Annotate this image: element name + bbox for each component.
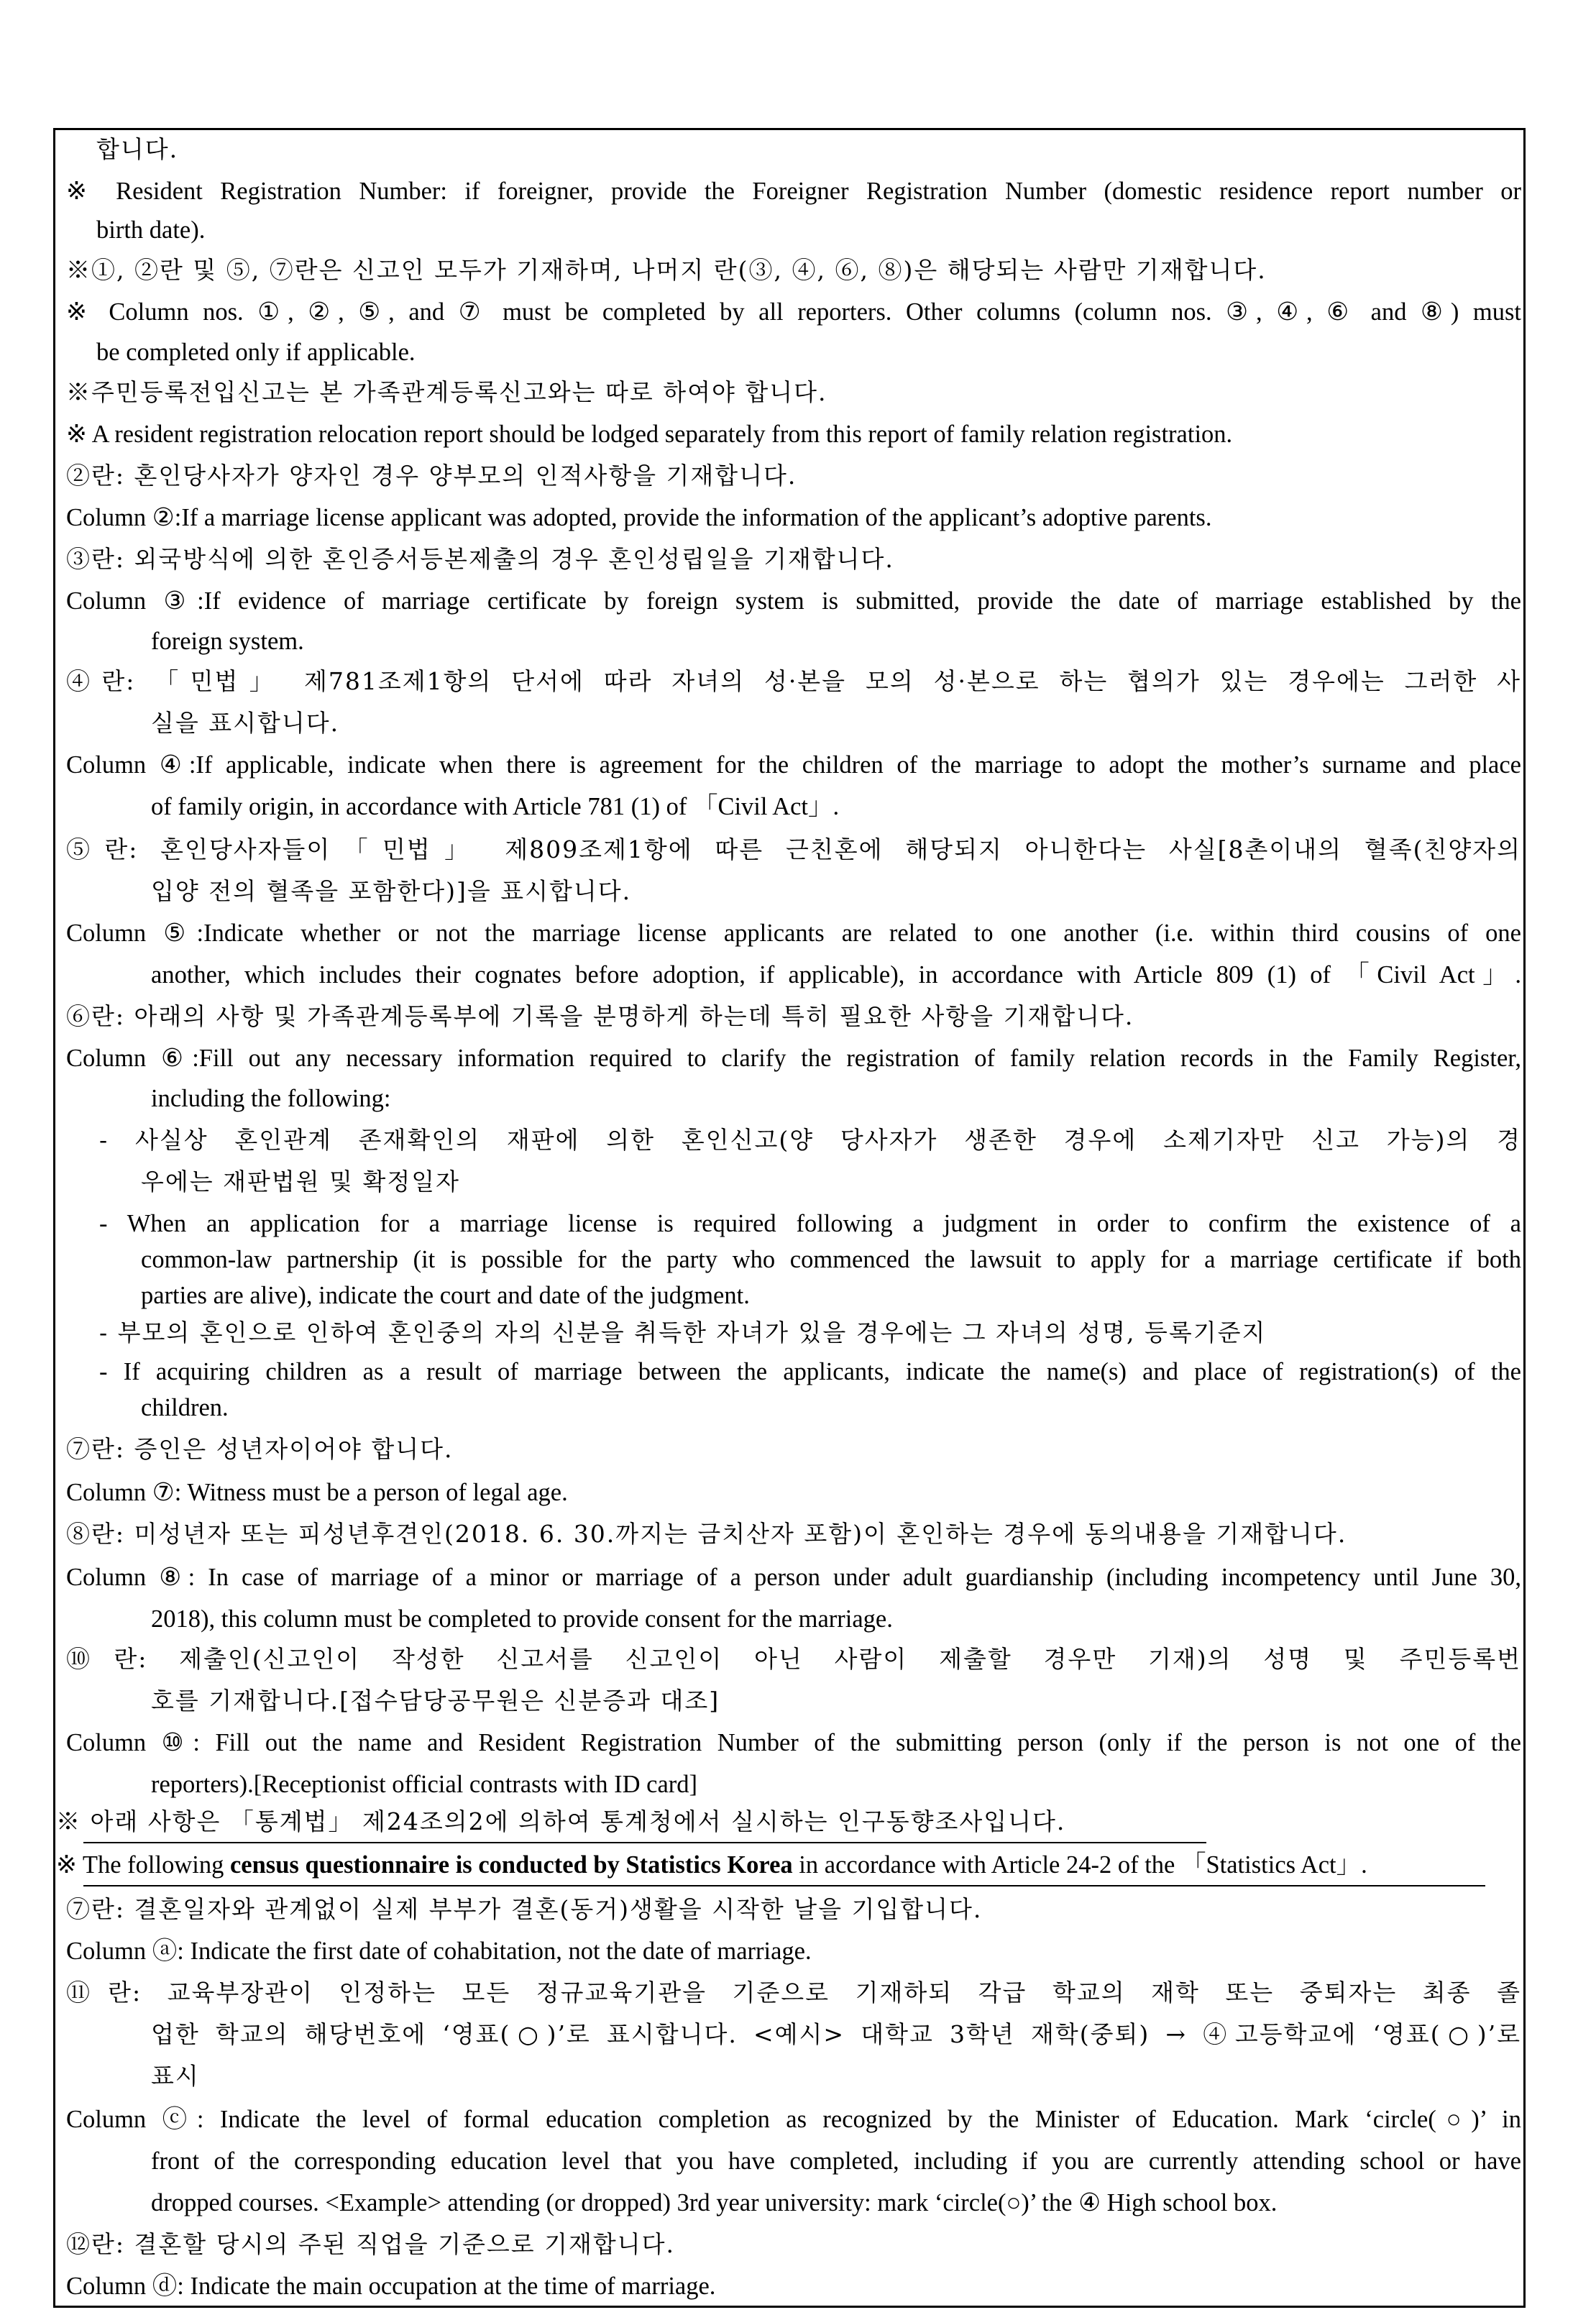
note-line: Column ⓓ: Indicate the main occupation at the time of marriage. <box>66 2273 716 2300</box>
note-line: 합니다. <box>96 135 179 163</box>
note-line: Column ②:If a marriage license applicant was adopted, provide the information of the applicant’s adoptive parents. <box>66 504 1212 531</box>
note-line: Column ⑦: Witness must be a person of legal age. <box>66 1479 568 1506</box>
note-line: front of the corresponding education level that you have completed, including if you are currently attending school or have <box>151 2147 1521 2175</box>
note-line: foreign system. <box>151 628 304 655</box>
note-line: - If acquiring children as a result of marriage between the applicants, indicate the name(s) and place of registration(s) of the <box>99 1358 1521 1385</box>
note-line: 2018), this column must be completed to provide consent for the marriage. <box>151 1605 893 1633</box>
note-line: be completed only if applicable. <box>96 339 416 366</box>
note-line: ※ A resident registration relocation report should be lodged separately from this report of family relation registration. <box>66 421 1233 448</box>
note-line: ⑫란: 결혼할 당시의 주된 직업을 기준으로 기재합니다. <box>66 2230 675 2258</box>
note-line: ※주민등록전입신고는 본 가족관계등록신고와는 따로 하여야 합니다. <box>66 378 827 406</box>
note-line: Column ⓐ: Indicate the first date of cohabitation, not the date of marriage. <box>66 1938 812 1965</box>
note-line: dropped courses. <Example> attending (or dropped) 3rd year university: mark ‘circle(○)’ the ④ High school box. <box>151 2189 1278 2216</box>
note-line: ②란: 혼인당사자가 양자인 경우 양부모의 인적사항을 기재합니다. <box>66 462 797 490</box>
note-line: ※ Column nos. ①, ②, ⑤, and ⑦ must be completed by all reporters. Other columns (column nos. ③, ④, ⑥ and ⑧) must <box>66 298 1521 326</box>
stats-notice-kr: ※ 아래 사항은 「통계법」 제24조의2에 의하여 통계청에서 실시하는 인구동향조사입니다. <box>56 1807 1066 1835</box>
note-line: ※ Resident Registration Number: if foreigner, provide the Foreigner Registration Number (domestic residence report number or <box>66 178 1521 205</box>
note-line: ⑪란: 교육부장관이 인정하는 모든 정규교육기관을 기준으로 기재하되 각급 학교의 재학 또는 중퇴자는 최종 졸 <box>66 1979 1521 2007</box>
note-line: Column ⑥:Fill out any necessary information required to clarify the registration of family relation records in the Family Register, <box>66 1045 1521 1072</box>
stats-notice-underline <box>83 1885 1485 1886</box>
note-line: 호를 기재합니다.[접수담당공무원은 신분증과 대조] <box>151 1687 720 1715</box>
note-line: 입양 전의 혈족을 포함한다)]을 표시합니다. <box>151 877 632 905</box>
note-line: another, which includes their cognates before adoption, if applicable), in accordance with Article 809 (1) of 「Civil Act」. <box>151 961 1521 989</box>
note-line: Column ⑧: In case of marriage of a minor or marriage of a person under adult guardianship (including incompetency until June 30, <box>66 1564 1521 1591</box>
note-line: - 사실상 혼인관계 존재확인의 재판에 의한 혼인신고(양 당사자가 생존한 경우에 소제기자만 신고 가능)의 경 <box>99 1126 1521 1154</box>
note-line: - When an application for a marriage license is required following a judgment in order to confirm the existence of a <box>99 1210 1521 1237</box>
note-line: ※①, ②란 및 ⑤, ⑦란은 신고인 모두가 기재하며, 나머지 란(③, ④, ⑥, ⑧)은 해당되는 사람만 기재합니다. <box>66 256 1267 284</box>
note-line: ④란: 「민법」 제781조제1항의 단서에 따라 자녀의 성·본을 모의 성·본으로 하는 협의가 있는 경우에는 그러한 사 <box>66 667 1521 695</box>
note-line: including the following: <box>151 1085 391 1112</box>
note-line: ⑩란: 제출인(신고인이 작성한 신고서를 신고인이 아닌 사람이 제출할 경우만 기재)의 성명 및 주민등록번 <box>66 1645 1521 1673</box>
note-line: 표시 <box>151 2062 200 2090</box>
note-line: ⑤란: 혼인당사자들이「민법」 제809조제1항에 따른 근친혼에 해당되지 아니한다는 사실[8촌이내의 혈족(친양자의 <box>66 835 1521 863</box>
note-line: 실을 표시합니다. <box>151 709 340 737</box>
note-line: parties are alive), indicate the court and date of the judgment. <box>141 1282 750 1309</box>
note-line: ⑦란: 증인은 성년자이어야 합니다. <box>66 1435 454 1463</box>
note-line: ⑧란: 미성년자 또는 피성년후견인(2018. 6. 30.까지는 금치산자 포함)이 혼인하는 경우에 동의내용을 기재합니다. <box>66 1520 1347 1548</box>
note-line: 업한 학교의 해당번호에 ‘영표(○)’로 표시합니다. <예시> 대학교 3학년 재학(중퇴) → ④고등학교에 ‘영표(○)’로 <box>151 2020 1521 2048</box>
note-line: reporters).[Receptionist official contrasts with ID card] <box>151 1771 698 1798</box>
note-line: 우에는 재판법원 및 확정일자 <box>141 1168 461 1196</box>
note-line: Column ⓒ: Indicate the level of formal education completion as recognized by the Minister of Education. Mark ‘circle(○)’ in <box>66 2106 1521 2133</box>
note-line: - 부모의 혼인으로 인하여 혼인중의 자의 신분을 취득한 자녀가 있을 경우에는 그 자녀의 성명, 등록기준지 <box>99 1319 1267 1347</box>
note-line: children. <box>141 1394 229 1421</box>
note-line: Column ⑩: Fill out the name and Resident Registration Number of the submitting person (only if the person is not one of the <box>66 1729 1521 1756</box>
note-line: ③란: 외국방식에 의한 혼인증서등본제출의 경우 혼인성립일을 기재합니다. <box>66 545 894 573</box>
note-line: Column ③:If evidence of marriage certificate by foreign system is submitted, provide the date of marriage established by the <box>66 587 1521 615</box>
note-line: of family origin, in accordance with Article 781 (1) of 「Civil Act」. <box>151 793 840 820</box>
note-line: ⑥란: 아래의 사항 및 가족관계등록부에 기록을 분명하게 하는데 특히 필요한 사항을 기재합니다. <box>66 1002 1134 1030</box>
note-line: common-law partnership (it is possible for the party who commenced the lawsuit to apply for a marriage certificate if both <box>141 1246 1521 1273</box>
stats-notice-en: ※ The following census questionnaire is conducted by Statistics Korea in accordance with Article 24-2 of the 「Statistics Act」. <box>56 1851 1367 1879</box>
note-line: ⑦란: 결혼일자와 관계없이 실제 부부가 결혼(동거)생활을 시작한 날을 기입합니다. <box>66 1895 983 1923</box>
note-line: Column ⑤:Indicate whether or not the marriage license applicants are related to one another (i.e. within third cousins of one <box>66 920 1521 947</box>
note-line: Column ④:If applicable, indicate when there is agreement for the children of the marriage to adopt the mother’s surname and place <box>66 751 1521 779</box>
note-line: birth date). <box>96 216 206 244</box>
stats-notice-underline <box>83 1842 1206 1843</box>
